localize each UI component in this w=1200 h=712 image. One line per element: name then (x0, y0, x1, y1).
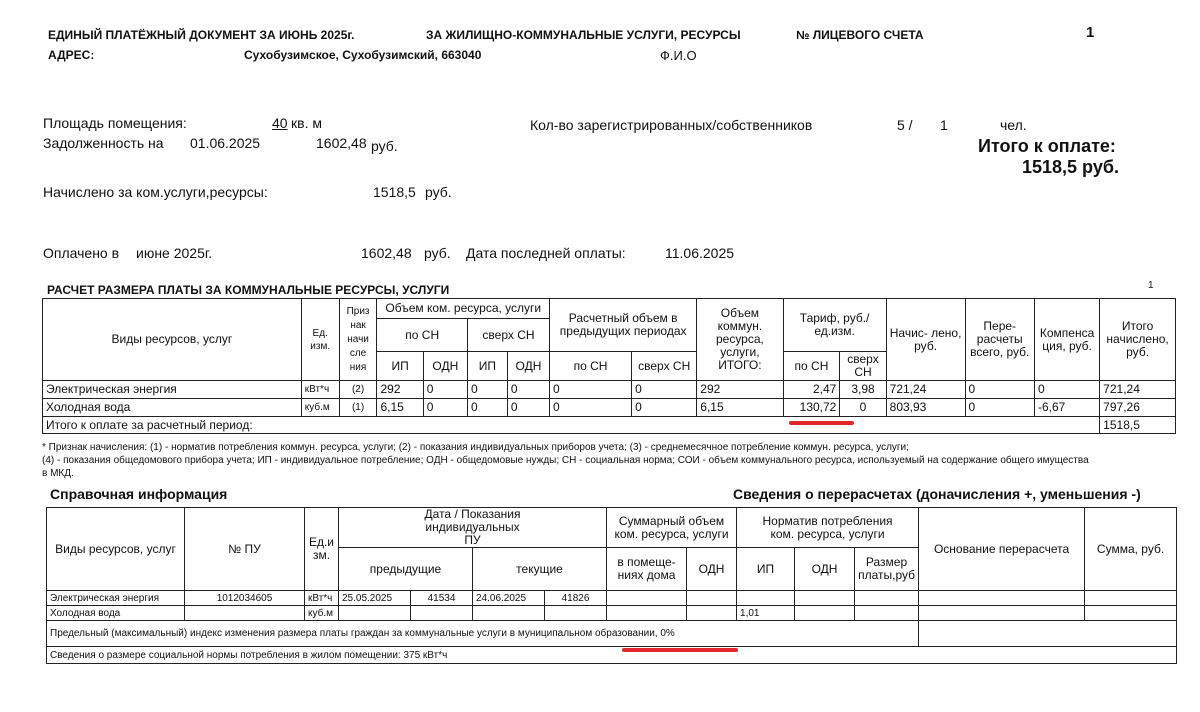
highlight-underline-tariff (789, 421, 854, 425)
paid-unit: руб. (424, 245, 451, 261)
fio-label: Ф.И.О (660, 48, 697, 63)
ref-h-odn2: ОДН (795, 548, 855, 591)
debt-label: Задолженность на (43, 135, 164, 151)
ref-row-unit: кВт*ч (305, 591, 339, 606)
ref-row-curr-val (545, 606, 607, 621)
row-odn: 0 (423, 399, 467, 417)
calc-title: РАСЧЕТ РАЗМЕРА ПЛАТЫ ЗА КОММУНАЛЬНЫЕ РЕСУРСЫ, УСЛУГИ (47, 283, 450, 297)
recalc-title: Сведения о перерасчетах (доначисления +, уменьшения -) (733, 486, 1141, 502)
charged-unit: руб. (425, 184, 452, 200)
row-unit: куб.м (301, 399, 339, 417)
h-sign: Приз нак начи сле ния (339, 299, 377, 381)
ref-row-kind: Холодная вода (47, 606, 185, 621)
paid-value: 1602,48 (361, 245, 412, 261)
h-compensation: Компенса ция, руб. (1034, 299, 1099, 381)
row-tariff-over: 0 (840, 399, 886, 417)
row-kind: Электрическая энергия (43, 381, 302, 399)
row-odn2: 0 (507, 381, 549, 399)
ref-row-unit: куб.м (305, 606, 339, 621)
note-line-2: (4) - показания общедомового прибора учета; ИП - индивидуальное потребление; ОДН - общедомовые нужды; СН - социальная норма; СОИ - объем коммунального ресурса, используемый на содержание общего имущества (42, 455, 1089, 466)
paid-month: июне 2025г. (136, 245, 213, 261)
debt-date: 01.06.2025 (190, 135, 261, 151)
h-total: Итого начислено, руб. (1100, 299, 1176, 381)
ref-h-curr: текущие (473, 548, 607, 591)
ref-row-pu: 1012034605 (185, 591, 305, 606)
row-unit: кВт*ч (301, 381, 339, 399)
row-cv-over: 0 (632, 399, 697, 417)
h-charged: Начис- лено, руб. (886, 299, 965, 381)
index-note-row (47, 621, 1177, 647)
ref-h-sum: Сумма, руб. (1085, 508, 1177, 591)
h-cv-sn: по СН (550, 352, 632, 381)
services-title: ЗА ЖИЛИЩНО-КОММУНАЛЬНЫЕ УСЛУГИ, РЕСУРСЫ (426, 28, 741, 42)
ref-row-prev-date (339, 606, 411, 621)
ref-row-curr-date (473, 606, 545, 621)
row-ip: 292 (377, 381, 423, 399)
ref-h-pu: № ПУ (185, 508, 305, 591)
ref-h-basis: Основание перерасчета (919, 508, 1085, 591)
h-odn: ОДН (423, 352, 467, 381)
table-row (43, 381, 1176, 399)
paid-label: Оплачено в (43, 245, 120, 261)
ref-h-in-rooms: в помеще- ниях дома (607, 548, 687, 591)
row-total: 721,24 (1100, 381, 1176, 399)
ref-row-curr-date: 24.06.2025 (473, 591, 545, 606)
owners-value: 1 (940, 117, 948, 133)
note-line-1: * Признак начисления: (1) - норматив потребления коммун. ресурса, услуги; (2) - показания индивидуальных приборов учета; (3) - среднемесячное потребление коммун. ресурса, услуги; (42, 442, 909, 453)
row-recalc: 0 (965, 399, 1034, 417)
row-charged: 803,93 (886, 399, 965, 417)
registered-label: Кол-во зарегистрированных/собственников (530, 117, 813, 133)
row-tariff-sn: 2,47 (783, 381, 840, 399)
debt-unit: руб. (371, 138, 398, 154)
table-footer-row (43, 417, 1176, 434)
social-note-row (47, 647, 1177, 664)
h-calc-volume: Расчетный объем в предыдущих периодах (550, 299, 697, 352)
account-label: № ЛИЦЕВОГО СЧЕТА (796, 28, 924, 42)
row-recalc: 0 (965, 381, 1034, 399)
h-by-sn: по СН (377, 319, 467, 352)
ref-row-curr-val: 41826 (545, 591, 607, 606)
ref-row-prev-val: 41534 (411, 591, 473, 606)
h-volume: Объем ком. ресурса, услуги (377, 299, 550, 319)
h-tariff: Тариф, руб./ед.изм. (783, 299, 886, 352)
footer-label: Итого к оплате за расчетный период: (43, 417, 1100, 434)
registered-value: 5 / (897, 117, 913, 133)
h-tariff-sn: по СН (783, 352, 840, 381)
ref-h-unit: Ед.и зм. (305, 508, 339, 591)
h-over-sn: сверх СН (467, 319, 549, 352)
debt-value: 1602,48 (316, 135, 367, 151)
highlight-underline-index (622, 648, 738, 652)
row-total-vol: 292 (697, 381, 783, 399)
h-kind: Виды ресурсов, услуг (43, 299, 302, 381)
footer-total: 1518,5 (1100, 417, 1176, 434)
area-label: Площадь помещения: (43, 115, 187, 131)
last-payment-date: 11.06.2025 (665, 245, 735, 261)
address-label: АДРЕС: (48, 48, 95, 62)
ref-row-prev-date: 25.05.2025 (339, 591, 411, 606)
h-ip: ИП (377, 352, 423, 381)
row-sign: (2) (339, 381, 377, 399)
ref-h-fee: Размер платы,руб (855, 548, 919, 591)
row-tariff-sn: 130,72 (783, 399, 840, 417)
ref-row-norm-ip (737, 591, 795, 606)
h-unit: Ед. изм. (301, 299, 339, 381)
row-kind: Холодная вода (43, 399, 302, 417)
row-tariff-over: 3,98 (840, 381, 886, 399)
ref-row-prev-val (411, 606, 473, 621)
row-comp: 0 (1034, 381, 1099, 399)
table-row (47, 591, 1177, 606)
ref-title: Справочная информация (50, 486, 228, 502)
ref-h-ip: ИП (737, 548, 795, 591)
ref-row-norm-ip: 1,01 (737, 606, 795, 621)
calc-table (42, 298, 1176, 434)
row-charged: 721,24 (886, 381, 965, 399)
area-value: 40 (272, 115, 288, 131)
row-sign: (1) (339, 399, 377, 417)
row-cv-sn: 0 (550, 381, 632, 399)
row-total: 797,26 (1100, 399, 1176, 417)
row-ip: 6,15 (377, 399, 423, 417)
total-label: Итого к оплате: (978, 136, 1116, 156)
total-value: 1518,5 руб. (1022, 157, 1119, 177)
h-ip2: ИП (467, 352, 507, 381)
table-row (47, 606, 1177, 621)
registered-unit: чел. (1000, 117, 1027, 133)
ref-h-kind: Виды ресурсов, услуг (47, 508, 185, 591)
ref-h-norm: Норматив потребления ком. ресурса, услуги (737, 508, 919, 548)
h-cv-over: сверх СН (632, 352, 697, 381)
ref-h-prev: предыдущие (339, 548, 473, 591)
row-cv-sn: 0 (550, 399, 632, 417)
h-tariff-over: сверх СН (840, 352, 886, 381)
row-cv-over: 0 (632, 381, 697, 399)
social-note: Сведения о размере социальной нормы потребления в жилом помещении: 375 кВт*ч (47, 647, 1177, 664)
last-payment-label: Дата последней оплаты: (466, 245, 626, 261)
charged-label: Начислено за ком.услуги,ресурсы: (43, 184, 268, 200)
ref-table (46, 507, 1177, 664)
index-note: Предельный (максимальный) индекс изменения размера платы граждан за коммунальные услуги в муниципальном образовании, 0% (47, 621, 919, 647)
ref-row-pu (185, 606, 305, 621)
doc-title: ЕДИНЫЙ ПЛАТЁЖНЫЙ ДОКУМЕНТ ЗА ИЮНЬ 2025г. (48, 28, 355, 42)
row-odn2: 0 (507, 399, 549, 417)
row-ip2: 0 (467, 399, 507, 417)
ref-h-sum-vol: Суммарный объем ком. ресурса, услуги (607, 508, 737, 548)
row-comp: -6,67 (1034, 399, 1099, 417)
table-row (43, 399, 1176, 417)
area-unit: кв. м (291, 115, 322, 131)
h-odn2: ОДН (507, 352, 549, 381)
h-total-volume: Объем коммун. ресурса, услуги, ИТОГО: (697, 299, 783, 381)
ref-h-odn: ОДН (687, 548, 737, 591)
note-line-3: в МКД. (42, 468, 74, 479)
ref-h-readings: Дата / Показания индивидуальных ПУ (339, 508, 607, 548)
h-recalc: Пере- расчеты всего, руб. (965, 299, 1034, 381)
row-ip2: 0 (467, 381, 507, 399)
charged-value: 1518,5 (373, 184, 416, 200)
address-value: Сухобузимское, Сухобузимский, 663040 (244, 48, 482, 62)
account-value: 1 (1086, 24, 1095, 41)
ref-row-kind: Электрическая энергия (47, 591, 185, 606)
row-total-vol: 6,15 (697, 399, 783, 417)
row-odn: 0 (423, 381, 467, 399)
page-number: 1 (1148, 280, 1154, 291)
